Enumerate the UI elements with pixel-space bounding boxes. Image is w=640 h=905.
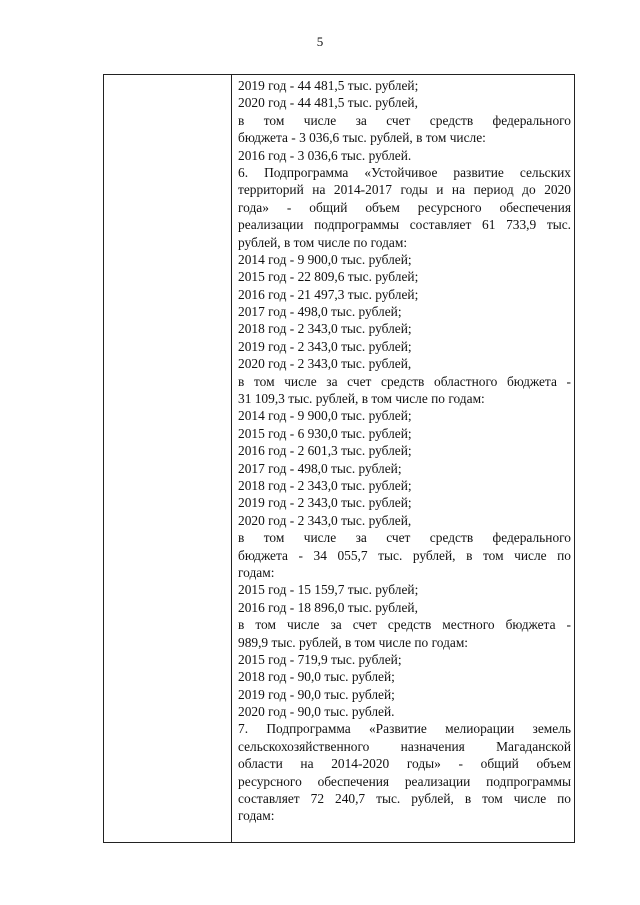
text-line: 2015 год - 719,9 тыс. рублей; [238,651,402,667]
text-line: 2019 год - 90,0 тыс. рублей; [238,686,395,702]
program-table [103,74,575,843]
text-line: 2020 год - 2 343,0 тыс. рублей, [238,512,412,528]
text-line: 2014 год - 9 900,0 тыс. рублей; [238,251,412,267]
text-line: года» - общий объем ресурсного обеспечения [238,199,571,215]
text-line: в том числе за счет средств федерального [238,112,571,128]
text-line: 7. Подпрограмма «Развитие мелиорации земель [238,721,571,737]
text-line: бюджета - 34 055,7 тыс. рублей, в том числе по [238,547,571,563]
page-number: 5 [316,34,324,49]
text-line: 31 109,3 тыс. рублей, в том числе по годам: [238,391,485,407]
text-line: годам: [238,808,275,824]
text-line: реализации подпрограммы составляет 61 733,9 тыс. [238,217,571,233]
text-line: 2020 год - 90,0 тыс. рублей. [238,704,395,720]
text-line: 2015 год - 22 809,6 тыс. рублей; [238,269,419,285]
table-right-cell [238,77,571,825]
text-line: 2015 год - 15 159,7 тыс. рублей; [238,582,419,598]
text-line: 2019 год - 2 343,0 тыс. рублей; [238,495,412,511]
text-line: 2018 год - 90,0 тыс. рублей; [238,669,395,685]
text-line: в том числе за счет средств областного бюджета - [238,373,571,389]
text-line: 2018 год - 2 343,0 тыс. рублей; [238,477,412,493]
text-line: 2017 год - 498,0 тыс. рублей; [238,304,402,320]
text-line: 2019 год - 2 343,0 тыс. рублей; [238,338,412,354]
text-line: 2016 год - 21 497,3 тыс. рублей; [238,286,419,302]
text-line: ресурсного обеспечения реализации подпрограммы [238,773,571,789]
text-line: 2020 год - 2 343,0 тыс. рублей, [238,356,412,372]
text-line: 2016 год - 3 036,6 тыс. рублей. [238,147,412,163]
text-line: 2014 год - 9 900,0 тыс. рублей; [238,408,412,424]
text-line: территорий на 2014-2017 годы и на период до 2020 [238,182,571,198]
column-divider [231,75,232,842]
text-line: составляет 72 240,7 тыс. рублей, в том числе по [238,791,571,807]
text-line: в том числе за счет средств федерального [238,530,571,546]
text-line: 2016 год - 2 601,3 тыс. рублей; [238,443,412,459]
text-line: 2015 год - 6 930,0 тыс. рублей; [238,425,412,441]
text-line: рублей, в том числе по годам: [238,234,408,250]
text-line: 2018 год - 2 343,0 тыс. рублей; [238,321,412,337]
text-line: 989,9 тыс. рублей, в том числе по годам: [238,634,469,650]
text-line: 2016 год - 18 896,0 тыс. рублей, [238,599,418,615]
text-line: в том числе за счет средств местного бюджета - [238,617,571,633]
text-line: сельскохозяйственного назначения Магаданской [238,738,571,754]
text-line: 2020 год - 44 481,5 тыс. рублей, [238,95,418,111]
text-line: 2019 год - 44 481,5 тыс. рублей; [238,78,419,93]
table-left-cell [104,75,231,842]
text-line: 2017 год - 498,0 тыс. рублей; [238,460,402,476]
text-line: бюджета - 3 036,6 тыс. рублей, в том числе: [238,130,486,146]
text-line: 6. Подпрограмма «Устойчивое развитие сельских [238,164,571,180]
text-line: годам: [238,564,275,580]
text-line: области на 2014-2020 годы» - общий объем [238,756,571,772]
